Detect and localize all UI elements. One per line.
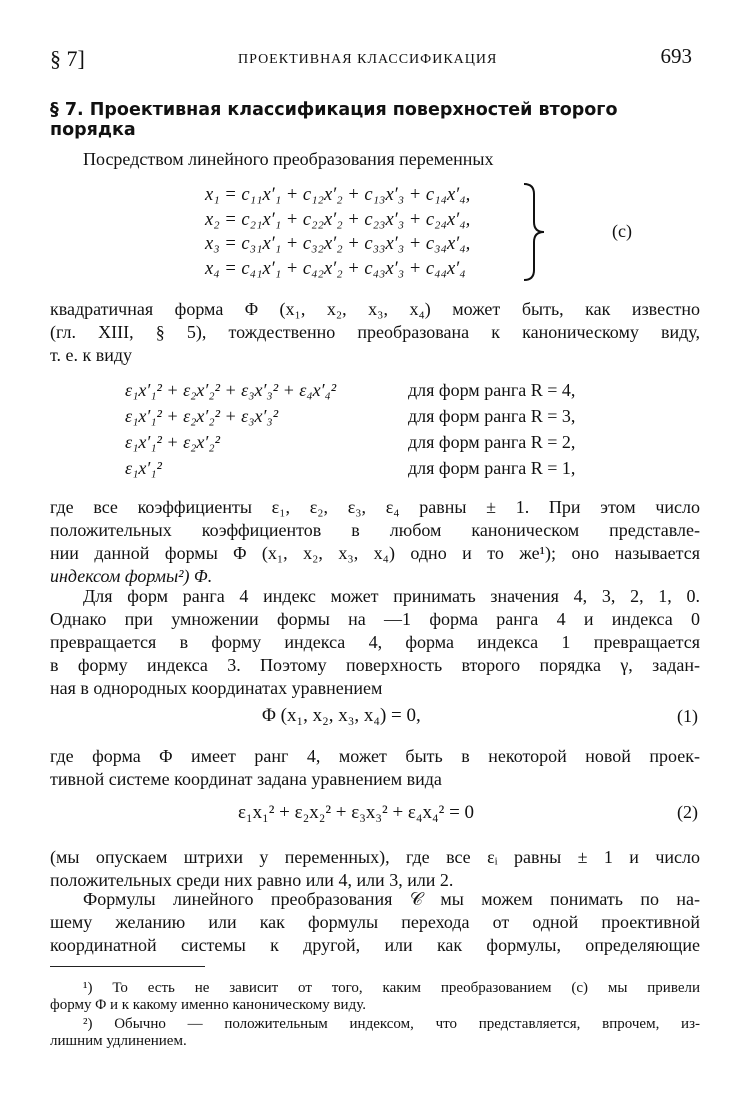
canonical-form: ε₁x′₁² + ε₂x′₂² + ε₃x′₃²: [125, 406, 279, 426]
canonical-rank: для форм ранга R = 4,: [408, 380, 576, 400]
footnote-1: ¹) То есть не зависит от того, каким преобразованием (c) мы привели форму Φ и к какому именно каноническому виду.: [50, 980, 700, 1013]
system-row: x₂ = c₂₁x′₁ + c₂₂x′₂ + c₂₃x′₃ + c₂₄x′₄,: [205, 209, 471, 230]
paragraph-5: (мы опускаем штрихи у переменных), где все εᵢ равны ± 1 и число положительных среди них равно или 4, или 3, или 2.: [50, 847, 700, 890]
intro-line: Посредством линейного преобразования переменных: [83, 149, 494, 169]
equation-1-number: (1): [677, 706, 698, 726]
right-brace-icon: [520, 182, 550, 282]
equation-2-number: (2): [677, 802, 698, 822]
paragraph-4: где форма Φ имеет ранг 4, может быть в некоторой новой проек- тивной системе координат задана уравнением вида: [50, 746, 700, 789]
paragraph-6: Формулы линейного преобразования 𝒞 мы можем понимать по на- шему желанию или как формулы перехода от одной проективной координатной системы к другой, или как формулы, определяющие: [50, 889, 700, 955]
canonical-form: ε₁x′₁² + ε₂x′₂²: [125, 432, 221, 452]
canonical-rank: для форм ранга R = 1,: [408, 458, 576, 478]
section-mark: § 7]: [50, 46, 85, 71]
transform-system: [205, 183, 470, 281]
footnote-rule: [50, 966, 205, 967]
section-title: § 7. Проективная классификация поверхностей второго порядка: [50, 100, 618, 140]
canonical-rank: для форм ранга R = 2,: [408, 432, 576, 452]
paragraph-2: где все коэффициенты ε₁, ε₂, ε₃, ε₄ равны ± 1. При этом число положительных коэффициентов в любом каноническом представле- нии данной формы Φ (x₁, x₂, x₃, x₄) одно и то же¹); оно называется индексом формы²) Φ.: [50, 497, 700, 586]
equation-1: Φ (x₁, x₂, x₃, x₄) = 0,: [262, 705, 421, 726]
canonical-rank: для форм ранга R = 3,: [408, 406, 576, 426]
system-row: x₁ = c₁₁x′₁ + c₁₂x′₂ + c₁₃x′₃ + c₁₄x′₄,: [205, 185, 471, 205]
footnote-2: ²) Обычно — положительным индексом, что представляется, впрочем, из- лишним удлинением.: [50, 1016, 700, 1049]
paragraph-1: квадратичная форма Φ (x₁, x₂, x₃, x₄) может быть, как известно (гл. XIII, § 5), тождественно преобразована к каноническому виду, т. е. к виду: [50, 299, 700, 365]
running-title: ПРОЕКТИВНАЯ КЛАССИФИКАЦИЯ: [238, 52, 498, 67]
equation-2: ε₁x₁² + ε₂x₂² + ε₃x₃² + ε₄x₄² = 0: [238, 802, 475, 823]
canonical-form: ε₁x′₁² + ε₂x′₂² + ε₃x′₃² + ε₄x′₄²: [125, 380, 337, 400]
paragraph-3: Для форм ранга 4 индекс может принимать значения 4, 3, 2, 1, 0. Однако при умножении формы на —1 форма ранга 4 и индекса 0 превращается в форму индекса 4, форма индекса 1 превращается в форму индекса 3. Поэтому поверхность второго порядка γ, задан- ная в однородных координатах уравнением: [50, 586, 700, 698]
page-number: 693: [660, 44, 692, 68]
system-row: x₃ = c₃₁x′₁ + c₃₂x′₂ + c₃₃x′₃ + c₃₄x′₄,: [205, 234, 471, 254]
canonical-form: ε₁x′₁²: [125, 458, 162, 478]
system-tag: (c): [612, 221, 632, 241]
system-row: x₄ = c₄₁x′₁ + c₄₂x′₂ + c₄₃x′₃ + c₄₄x′₄: [205, 258, 466, 279]
